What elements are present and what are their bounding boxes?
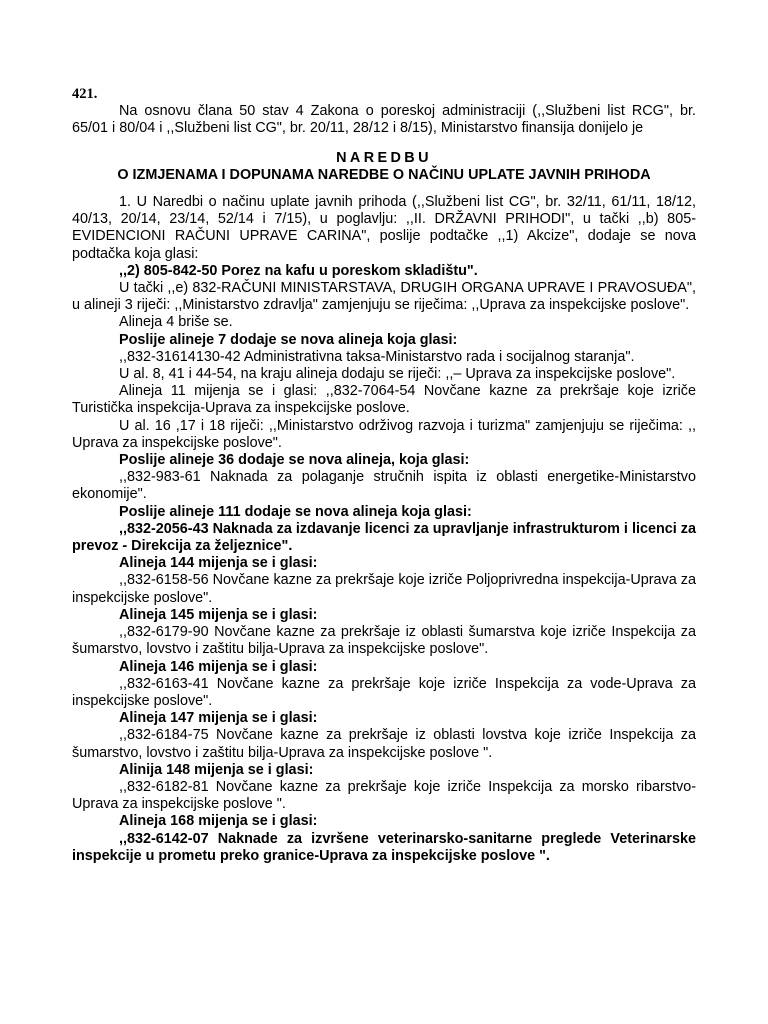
document-subtitle: O IZMJENAMA I DOPUNAMA NAREDBE O NAČINU UPLATE JAVNIH PRIHODA bbox=[117, 166, 651, 183]
paragraph-1: 1. U Naredbi o načinu uplate javnih prihoda (,,Službeni list CG", br. 32/11, 61/11, 18/12, 40/13, 20/14, 23/14, 52/14 i 7/15), u poglavlju: ,,II. DRŽAVNI PRIHODI", u tački ,,b) 805-EVIDENCIONI RAČUNI UPRAVE CARINA", poslije podtačke ,,1) Akcize", dodaje se nova podtačka koja glasi: bbox=[72, 194, 696, 262]
entry-832-6158-56: ,,832-6158-56 Novčane kazne za prekršaje koje izriče Poljoprivredna inspekcija-Uprava za inspekcijske poslove". bbox=[72, 572, 696, 606]
paragraph-alineja-147: Alineja 147 mijenja se i glasi: bbox=[119, 710, 318, 727]
paragraph-alineja-7: Poslije alineje 7 dodaje se nova alineja koja glasi: bbox=[119, 331, 458, 348]
paragraph-alineja-146: Alineja 146 mijenja se i glasi: bbox=[119, 658, 318, 675]
entry-832-6182-81: ,,832-6182-81 Novčane kazne za prekršaje koje izriče Inspekcija za morsko ribarstvo-Uprava za inspekcijske poslove ". bbox=[72, 778, 696, 813]
paragraph-alineja-11: Alineja 11 mijenja se i glasi: ,,832-7064-54 Novčane kazne za prekršaje koje izriče Turistička inspekcija-Uprava za inspekcijske poslove. bbox=[72, 383, 696, 417]
entry-832-6163-41: ,,832-6163-41 Novčane kazne za prekršaje koje izriče Inspekcija za vode-Uprava za inspekcijske poslove". bbox=[72, 675, 696, 709]
paragraph-alineja-4: Alineja 4 briše se. bbox=[119, 314, 233, 331]
subpoint-porez-kafa: ,,2) 805-842-50 Porez na kafu u poreskom skladištu". bbox=[119, 262, 478, 279]
paragraph-tacka-e: U tački ,,e) 832-RAČUNI MINISTARSTAVA, DRUGIH ORGANA UPRAVE I PRAVOSUĐA", u alineji 3 riječi: ,,Ministarstvo zdravlja" zamjenjuju se riječima: ,,Uprava za inspekcijske poslove". bbox=[72, 280, 696, 314]
entry-832-6184-75: ,,832-6184-75 Novčane kazne za prekršaje iz oblasti lovstva koje izriče Inspekcija za šumarstvo, lovstvo i zaštitu bilja-Uprava za inspekcijske poslove ". bbox=[72, 727, 696, 761]
spacer bbox=[72, 184, 696, 194]
paragraph-al-8-41-44: U al. 8, 41 i 44-54, na kraju alineja dodaju se riječi: ,,– Uprava za inspekcijske poslove". bbox=[119, 366, 676, 383]
paragraph-alineja-145: Alineja 145 mijenja se i glasi: bbox=[119, 606, 318, 623]
entry-832-2056-43: ,,832-2056-43 Naknada za izdavanje licenci za upravljanje infrastrukturom i licenci za prevoz - Direkcija za željeznice". bbox=[72, 520, 696, 555]
paragraph-alineja-144: Alineja 144 mijenja se i glasi: bbox=[119, 555, 318, 572]
entry-832-6179-90: ,,832-6179-90 Novčane kazne za prekršaje iz oblasti šumarstva koje izriče Inspekcija za šumarstvo, lovstvo i zaštitu bilja-Uprava za inspekcijske poslove". bbox=[72, 624, 696, 658]
paragraph-al-16-17-18: U al. 16 ,17 i 18 riječi: ,,Ministarstvo održivog razvoja i turizma" zamjenjuju se riječima: ,, Uprava za inspekcijske poslove". bbox=[72, 417, 696, 451]
paragraph-alineja-111: Poslije alineje 111 dodaje se nova alineja koja glasi: bbox=[119, 503, 472, 520]
paragraph-alineja-36: Poslije alineje 36 dodaje se nova alineja, koja glasi: bbox=[119, 452, 470, 469]
paragraph-alineja-168: Alineja 168 mijenja se i glasi: bbox=[119, 813, 318, 830]
entry-832-6142-07: ,,832-6142-07 Naknade za izvršene veterinarsko-sanitarne preglede Veterinarske inspekcije u prometu preko granice-Uprava za inspekcijske poslove ". bbox=[72, 830, 696, 864]
entry-832-31614130-42: ,,832-31614130-42 Administrativna taksa-Ministarstvo rada i socijalnog staranja". bbox=[119, 348, 635, 365]
paragraph-alinija-148: Alinija 148 mijenja se i glasi: bbox=[119, 761, 314, 778]
document-page bbox=[72, 86, 696, 865]
document-number: 421. bbox=[72, 86, 98, 102]
preamble: Na osnovu člana 50 stav 4 Zakona o poreskoj administraciji (,,Službeni list RCG", br. 65/01 i 80/04 i ,,Službeni list CG", br. 20/11, 28/12 i 8/15), Ministarstvo finansija donijelo je bbox=[72, 103, 696, 137]
document-title: NAREDBU bbox=[336, 149, 432, 166]
entry-832-983-61: ,,832-983-61 Naknada za polaganje stručnih ispita iz oblasti energetike-Ministarstvo ekonomije". bbox=[72, 469, 696, 503]
